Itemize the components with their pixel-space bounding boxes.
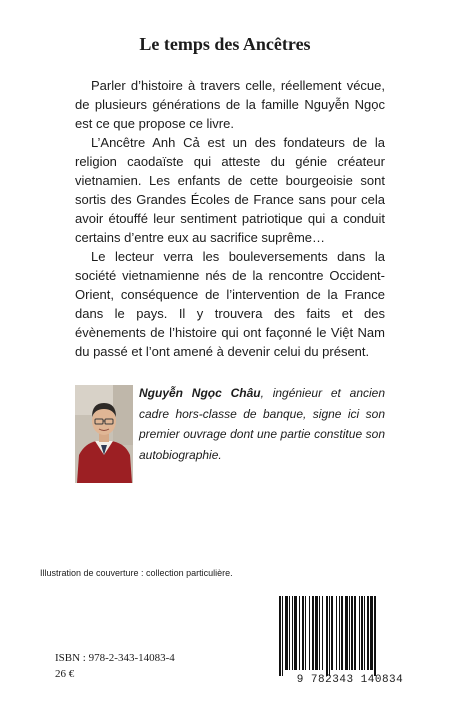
price-label: 26 € [55,668,75,680]
blurb-paragraph: Le lecteur verra les bouleversements dans la société vietnamienne nés de la rencontre Occident-Orient, conséquence de l’intervention de la France dans le pays. Il y trouvera des faits et des évènements de l’histoire qui ont façonné le Việt Nam du passé et l’ont amené à devenir celui du présent. [75,249,385,359]
barcode-bar [341,596,343,670]
barcode-bar [289,596,290,670]
author-bio-text: , ingénieur et ancien cadre hors-classe de banque, signe ici son premier ouvrage dont une partie constitue son autobiographie. [139,386,386,462]
book-title: Le temps des Ancêtres [139,34,311,54]
barcode-bar [339,596,340,670]
isbn-label: ISBN : 978-2-343-14083-4 [55,652,175,664]
barcode-bar [349,596,350,670]
blurb-paragraph: L’Ancêtre Anh Cả est un des fondateurs de la religion caodaïste qui atteste du génie créateur vietnamien. Les enfants de cette bourgeoisie sont sortis des Grandes Écoles de France sans pour cela avoir étouffé leur sentiment patriotique qui a conduit certains d’entre eux au sacrifice suprême… [75,135,385,245]
barcode-bar [361,596,363,670]
barcode-bar [370,596,373,670]
blurb-paragraph: Parler d’histoire à travers celle, réellement vécue, de plusieurs générations de la famille Nguyễn Ngọc est ce que propose ce livre. [75,78,385,131]
barcode-bar [294,596,297,670]
back-cover-blurb [75,76,385,361]
barcode-bar [364,596,365,670]
author-portrait-image [75,385,133,483]
barcode-bar [309,596,310,670]
barcode-bar [279,596,281,676]
barcode-bar [351,596,353,670]
barcode-bar [359,596,360,670]
barcode-bar [367,596,369,670]
barcode-digits: 9 782343 140834 [296,674,404,686]
barcode-bar [292,596,293,670]
barcode-bar [336,596,337,670]
barcode-bar [305,596,306,670]
barcode-bar [374,596,376,676]
barcode-bar [319,596,320,670]
barcode-bar [282,596,283,676]
barcode-bar [322,596,323,670]
author-bio [139,383,385,465]
barcode-bar [299,596,300,670]
barcode-bar [312,596,314,670]
barcode-bar [345,596,348,670]
barcode-bar [329,596,330,676]
barcode [261,596,425,686]
barcode-bar [326,596,328,676]
barcode-bar [315,596,318,670]
barcode-bar [285,596,288,670]
barcode-bar [354,596,356,670]
barcode-bar [302,596,304,670]
illustration-credit: Illustration de couverture : collection particulière. [40,568,233,578]
author-photo [75,385,133,483]
author-name: Nguyễn Ngọc Châu [139,386,261,400]
barcode-bar [331,596,333,670]
